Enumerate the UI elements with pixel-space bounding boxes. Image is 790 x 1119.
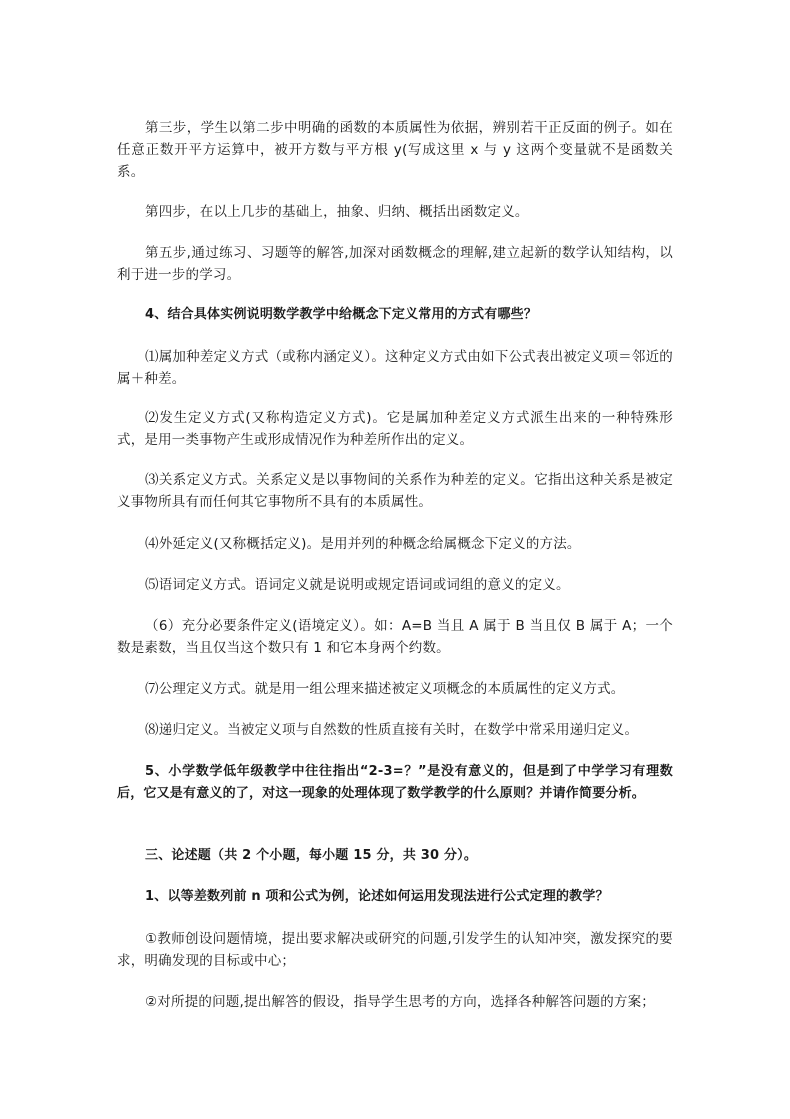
answer-item-1: ①教师创设问题情境，提出要求解决或研究的问题,引发学生的认知冲突，激发探究的要求，明确发现的目标或中心； bbox=[117, 931, 673, 969]
section-3-heading: 三、论述题（共 2 个小题，每小题 15 分，共 30 分）。 bbox=[145, 848, 478, 863]
definition-item-1: ⑴属加种差定义方式（或称内涵定义）。这种定义方式由如下公式表出被定义项＝邻近的属＋种差。 bbox=[117, 349, 673, 387]
essay-question-1: 1、以等差数列前 n 项和公式为例，论述如何运用发现法进行公式定理的教学？ bbox=[145, 889, 609, 904]
definition-item-4: ⑷外延定义(又称概括定义)。是用并列的种概念给属概念下定义的方法。 bbox=[145, 536, 581, 552]
definition-item-2: ⑵发生定义方式(又称构造定义方式)。它是属加种差定义方式派生出来的一种特殊形式，是用一类事物产生或形成情况作为种差所作出的定义。 bbox=[117, 410, 673, 448]
paragraph-step-5: 第五步,通过练习、习题等的解答,加深对函数概念的理解,建立起新的数学认知结构，以利于进一步的学习。 bbox=[117, 245, 673, 283]
question-4-heading: 4、结合具体实例说明数学教学中给概念下定义常用的方式有哪些？ bbox=[145, 307, 538, 322]
answer-item-2: ②对所提的问题,提出解答的假设，指导学生思考的方向，选择各种解答问题的方案； bbox=[145, 994, 655, 1010]
definition-item-6: （6）充分必要条件定义(语境定义）。如：A=B 当且 A 属于 B 当且仅 B 属于 A；一个数是素数，当且仅当这个数只有 1 和它本身两个约数。 bbox=[117, 618, 673, 656]
paragraph-step-4: 第四步，在以上几步的基础上，抽象、归纳、概括出函数定义。 bbox=[145, 204, 529, 220]
definition-item-7: ⑺公理定义方式。就是用一组公理来描述被定义项概念的本质属性的定义方式。 bbox=[145, 681, 625, 697]
question-5-heading: 5、小学数学低年级教学中往往指出“2-3=？”是没有意义的，但是到了中学学习有理数后，它又是有意义的了，对这一现象的处理体现了数学教学的什么原则？并请作简要分析。 bbox=[117, 764, 673, 801]
definition-item-5: ⑸语词定义方式。语词定义就是说明或规定语词或词组的意义的定义。 bbox=[145, 577, 570, 593]
definition-item-3: ⑶关系定义方式。关系定义是以事物间的关系作为种差的定义。它指出这种关系是被定义事物所具有而任何其它事物所不具有的本质属性。 bbox=[117, 472, 673, 510]
paragraph-step-3: 第三步，学生以第二步中明确的函数的本质属性为依据，辨别若干正反面的例子。如在任意正数开平方运算中，被开方数与平方根 y(写成这里 x 与 y 这两个变量就不是函数关系。 bbox=[117, 120, 673, 180]
definition-item-8: ⑻递归定义。当被定义项与自然数的性质直接有关时，在数学中常采用递归定义。 bbox=[145, 722, 639, 738]
